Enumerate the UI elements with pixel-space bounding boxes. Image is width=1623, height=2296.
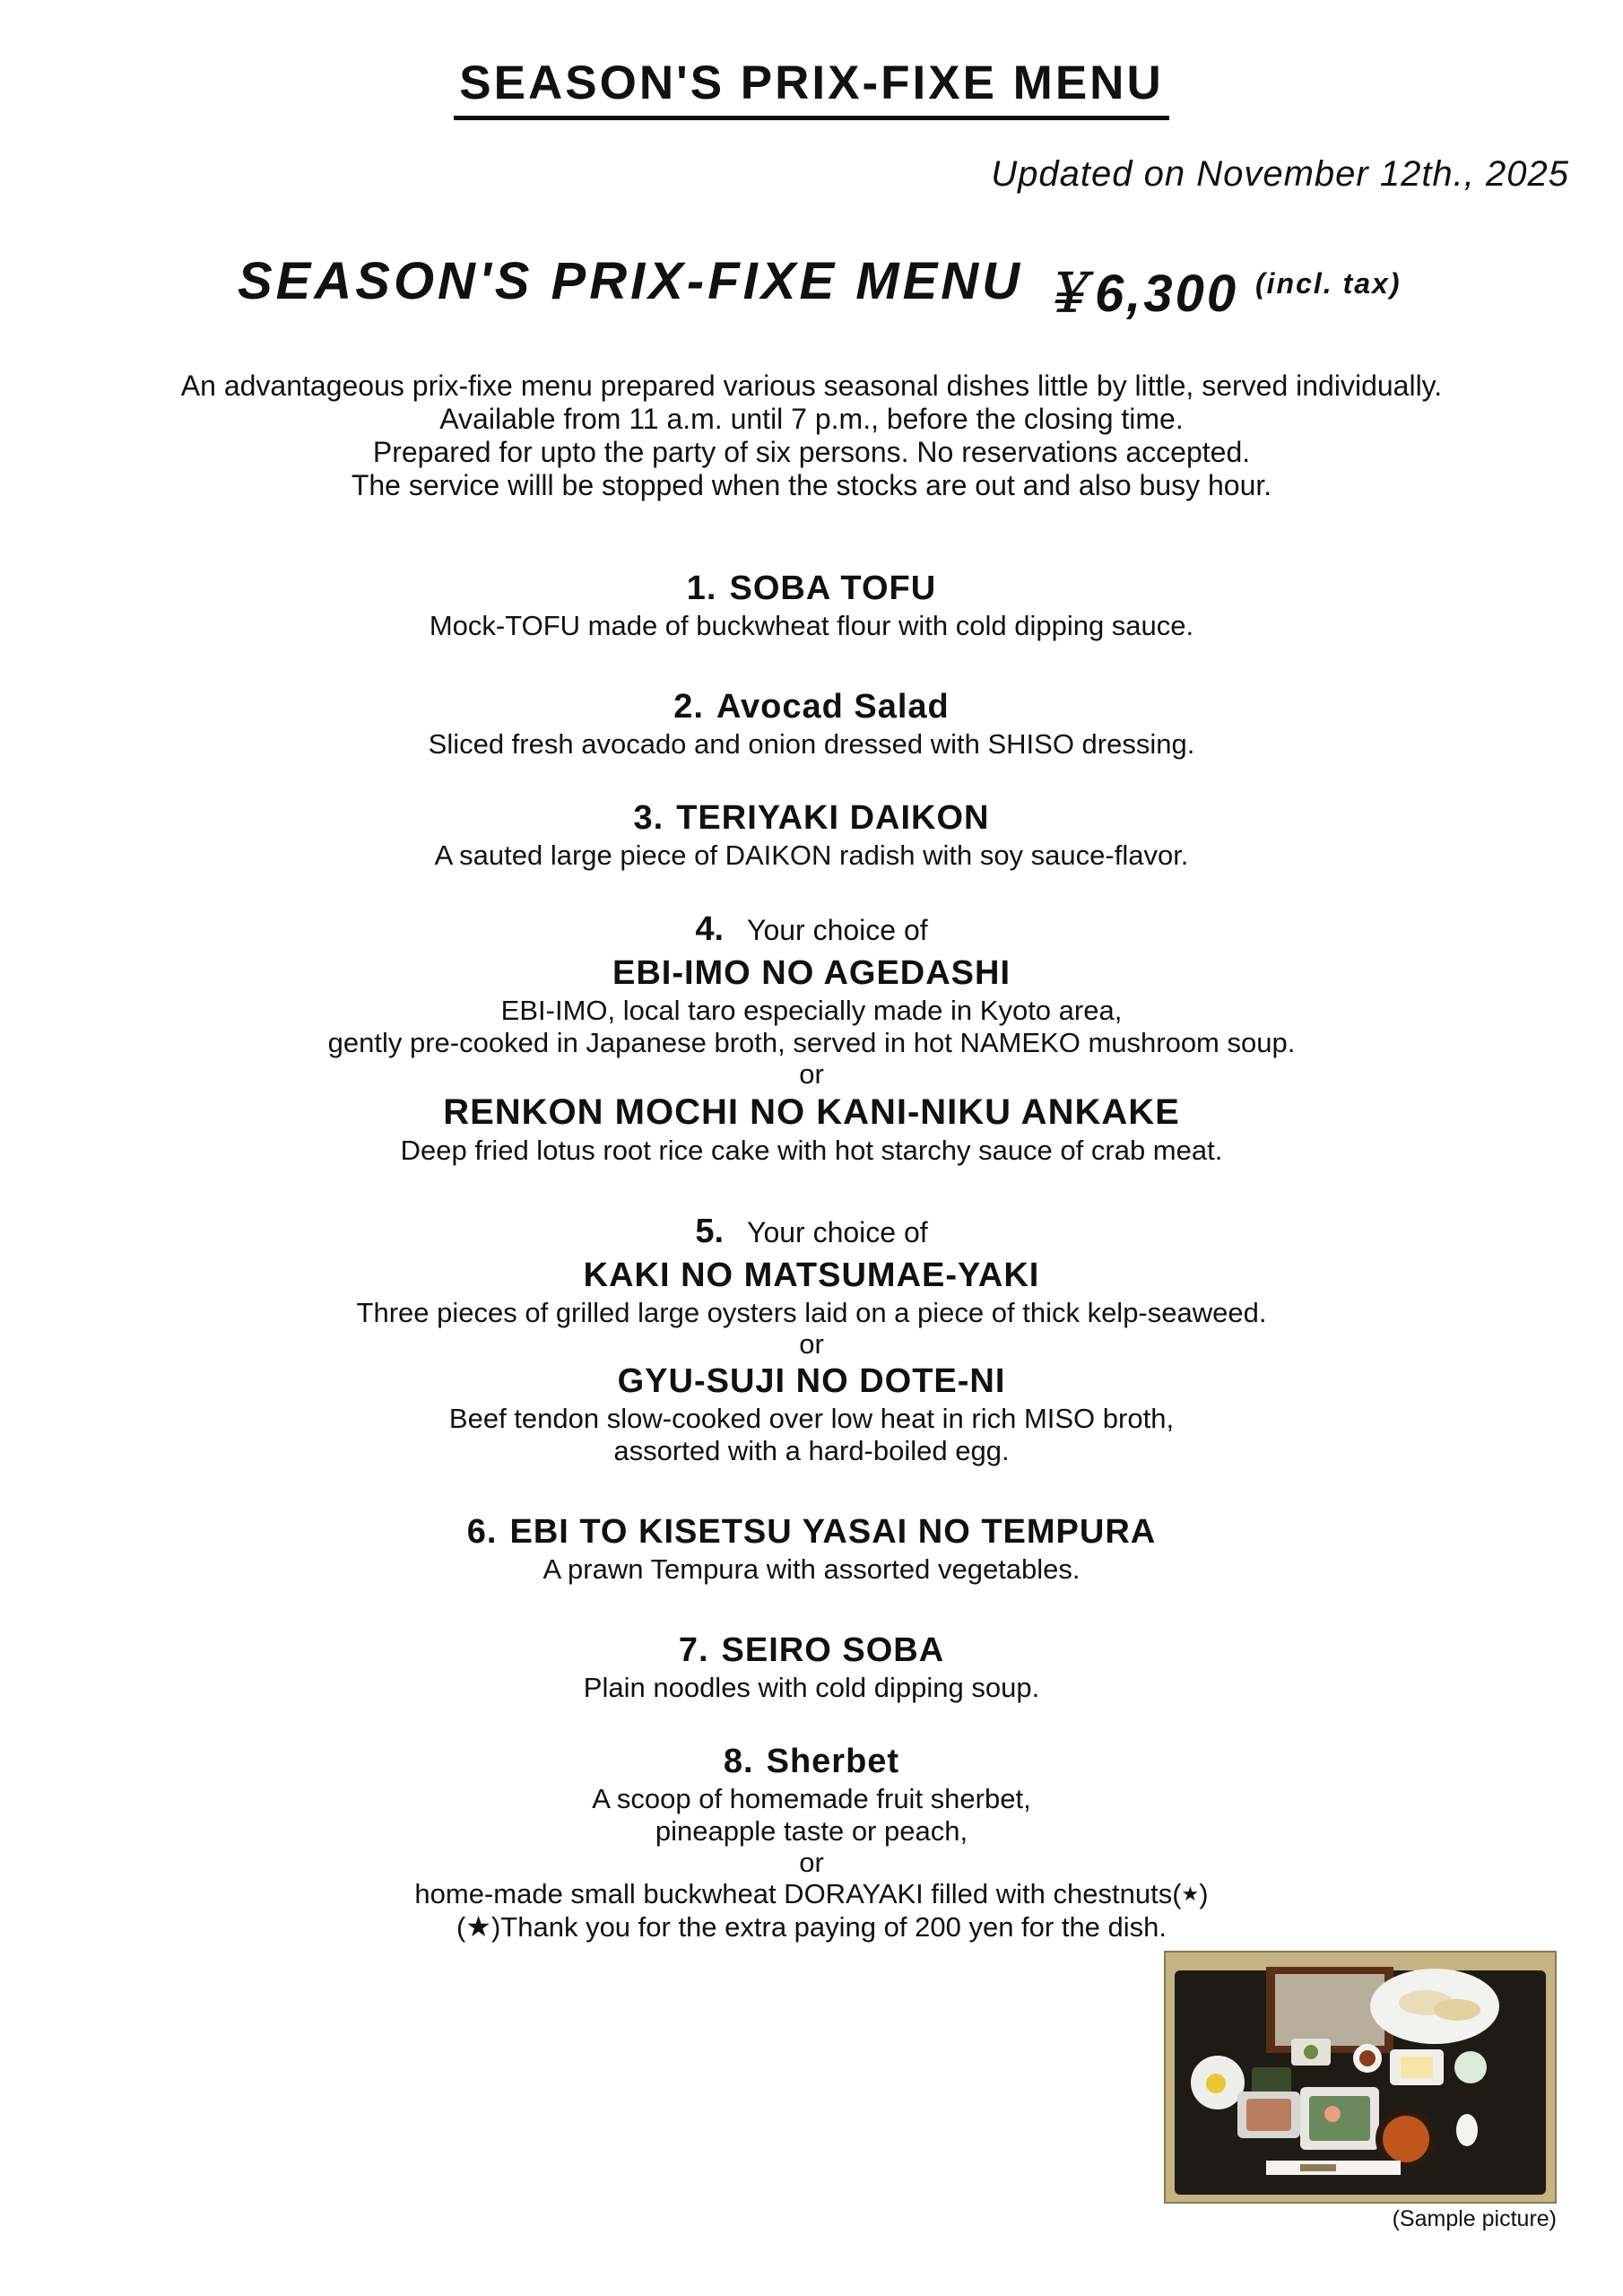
course-number: 6. bbox=[466, 1513, 498, 1551]
sample-photo bbox=[1164, 1951, 1557, 2204]
course-name: Sherbet bbox=[766, 1743, 900, 1780]
choice-label: Your choice of bbox=[747, 1216, 928, 1248]
course-name: Avocad Salad bbox=[716, 688, 950, 726]
dish-option-description: Beef tendon slow-cooked over low heat in rich MISO broth, bbox=[448, 1403, 1175, 1434]
dish-option-title: RENKON MOCHI NO KANI-NIKU ANKAKE bbox=[443, 1092, 1180, 1132]
course-description: Sliced fresh avocado and onion dressed with SHISO dressing. bbox=[428, 728, 1195, 760]
course-title bbox=[0, 1740, 1623, 1783]
or-separator: or bbox=[799, 1328, 824, 1360]
course-3 bbox=[0, 796, 1623, 872]
menu-price: ￥6,300 bbox=[1040, 265, 1239, 323]
intro-line: Prepared for upto the party of six persons. No reservations accepted. bbox=[372, 436, 1251, 468]
course-number: 8. bbox=[723, 1743, 754, 1780]
course-description: A sauted large piece of DAIKON radish with soy sauce-flavor. bbox=[434, 839, 1189, 871]
note-open: ( bbox=[456, 1911, 466, 1943]
spacer bbox=[0, 761, 1623, 796]
spacer bbox=[0, 1704, 1623, 1740]
course-name: SOBA TOFU bbox=[729, 570, 937, 607]
photo-caption: (Sample picture) bbox=[1392, 2206, 1557, 2231]
course-number: 5. bbox=[695, 1213, 725, 1250]
course-title bbox=[0, 685, 1623, 728]
course-description bbox=[0, 1878, 1623, 1910]
meal-photo-illustration bbox=[1166, 1952, 1555, 2202]
spacer bbox=[0, 1467, 1623, 1510]
dish-option-title: EBI-IMO NO AGEDASHI bbox=[612, 954, 1011, 992]
intro-line: Available from 11 a.m. until 7 p.m., before the closing time. bbox=[439, 403, 1184, 435]
menu-tax-note: (incl. tax) bbox=[1255, 267, 1402, 300]
course-description: Mock-TOFU made of buckwheat flour with cold dipping sauce. bbox=[429, 610, 1194, 641]
page-title-text: SEASON'S PRIX-FIXE MENU bbox=[454, 56, 1168, 120]
note-text: )Thank you for the extra paying of 200 yen for the dish. bbox=[490, 1911, 1167, 1943]
course-name: EBI TO KISETSU YASAI NO TEMPURA bbox=[509, 1513, 1157, 1551]
extra-charge-note bbox=[0, 1910, 1623, 1944]
star-icon: ★ bbox=[465, 1910, 491, 1943]
dorayaki-text-end: ) bbox=[1199, 1878, 1209, 1909]
course-title bbox=[0, 796, 1623, 839]
dish-option-description: gently pre-cooked in Japanese broth, served in hot NAMEKO mushroom soup. bbox=[327, 1027, 1296, 1058]
course-choice-heading bbox=[0, 1210, 1623, 1254]
course-description: A prawn Tempura with assorted vegetables. bbox=[542, 1553, 1081, 1585]
course-8 bbox=[0, 1740, 1623, 1944]
spacer bbox=[0, 642, 1623, 685]
course-description: pineapple taste or peach, bbox=[655, 1815, 968, 1847]
course-name: SEIRO SOBA bbox=[721, 1631, 945, 1669]
course-5 bbox=[0, 1210, 1623, 1467]
menu-heading: SEASON'S PRIX-FIXE MENU bbox=[238, 252, 1024, 310]
page-title bbox=[0, 56, 1623, 120]
spacer bbox=[0, 872, 1623, 908]
course-7 bbox=[0, 1629, 1623, 1704]
intro-line: An advantageous prix-fixe menu prepared various seasonal dishes little by little, served individually. bbox=[180, 370, 1443, 402]
course-number: 2. bbox=[673, 688, 704, 726]
course-number: 4. bbox=[695, 910, 725, 948]
course-description: A scoop of homemade fruit sherbet, bbox=[592, 1783, 1031, 1814]
dish-option-description: EBI-IMO, local taro especially made in Kyoto area, bbox=[500, 995, 1123, 1026]
course-description: Plain noodles with cold dipping soup. bbox=[583, 1672, 1040, 1703]
course-number: 3. bbox=[633, 799, 664, 837]
dish-option-description: Three pieces of grilled large oysters laid on a piece of thick kelp-seaweed. bbox=[356, 1297, 1267, 1328]
dish-option-title: GYU-SUJI NO DOTE-NI bbox=[617, 1362, 1006, 1400]
course-6 bbox=[0, 1510, 1623, 1586]
or-separator: or bbox=[799, 1058, 824, 1090]
course-choice-heading bbox=[0, 908, 1623, 952]
spacer bbox=[0, 1586, 1623, 1629]
course-4 bbox=[0, 908, 1623, 1167]
choice-label: Your choice of bbox=[747, 914, 928, 946]
dish-option-description: assorted with a hard-boiled egg. bbox=[613, 1435, 1010, 1466]
spacer bbox=[0, 1167, 1623, 1210]
dish-option-description: Deep fried lotus root rice cake with hot starchy sauce of crab meat. bbox=[400, 1135, 1223, 1166]
intro-line: The service willl be stopped when the stocks are out and also busy hour. bbox=[351, 469, 1272, 501]
course-list bbox=[0, 567, 1623, 1944]
course-2 bbox=[0, 685, 1623, 761]
course-title bbox=[0, 1629, 1623, 1672]
or-separator: or bbox=[799, 1847, 824, 1878]
intro-text bbox=[0, 370, 1623, 502]
course-number: 7. bbox=[678, 1631, 709, 1669]
star-icon: ★ bbox=[1181, 1883, 1200, 1905]
dish-option-title: KAKI NO MATSUMAE-YAKI bbox=[583, 1257, 1040, 1294]
updated-date: Updated on November 12th., 2025 bbox=[991, 154, 1569, 194]
course-title bbox=[0, 1510, 1623, 1553]
dorayaki-text: home-made small buckwheat DORAYAKI filled with chestnuts( bbox=[414, 1878, 1182, 1909]
course-number: 1. bbox=[686, 570, 717, 607]
course-title bbox=[0, 567, 1623, 610]
course-1 bbox=[0, 567, 1623, 642]
course-name: TERIYAKI DAIKON bbox=[676, 799, 990, 837]
